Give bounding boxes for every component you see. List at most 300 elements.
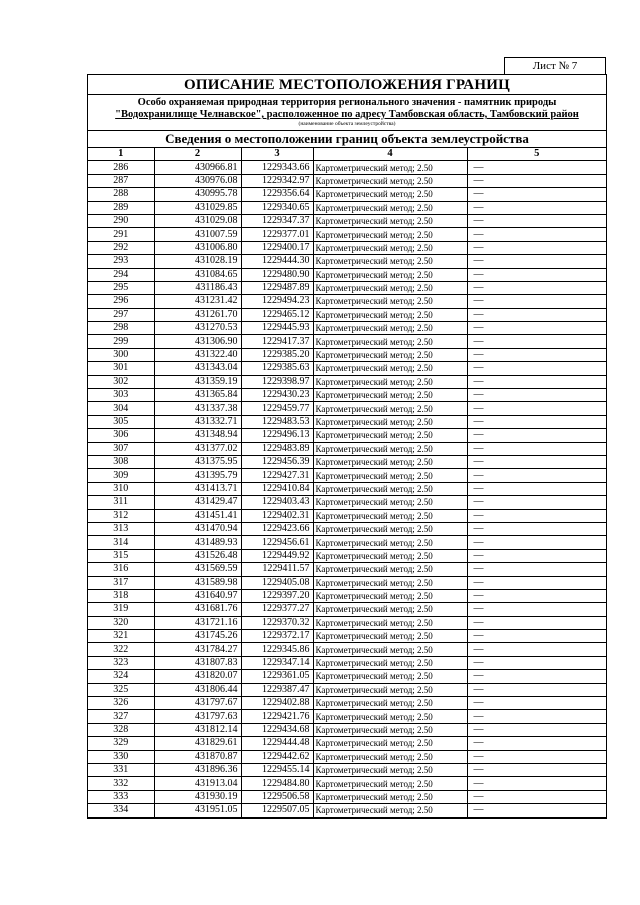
table-row [88, 214, 606, 227]
description-cell: — [467, 214, 606, 227]
method-cell: Картометрический метод; 2.50 [313, 335, 467, 348]
table-row [88, 777, 606, 790]
document-title: ОПИСАНИЕ МЕСТОПОЛОЖЕНИЯ ГРАНИЦ [88, 75, 606, 95]
method-cell: Картометрический метод; 2.50 [313, 455, 467, 468]
x-coordinate-cell: 431896.36 [154, 763, 241, 776]
y-coordinate-cell: 1229398.97 [241, 375, 313, 388]
method-cell: Картометрический метод; 2.50 [313, 228, 467, 241]
description-cell: — [467, 255, 606, 268]
table-row [88, 697, 606, 710]
x-coordinate-cell: 431806.44 [154, 683, 241, 696]
point-number-cell: 296 [88, 295, 154, 308]
description-cell: — [467, 670, 606, 683]
method-cell: Картометрический метод; 2.50 [313, 268, 467, 281]
description-cell: — [467, 603, 606, 616]
point-number-cell: 317 [88, 576, 154, 589]
y-coordinate-cell: 1229397.20 [241, 589, 313, 602]
point-number-cell: 334 [88, 804, 154, 817]
method-cell: Картометрический метод; 2.50 [313, 763, 467, 776]
x-coordinate-cell: 431006.80 [154, 241, 241, 254]
document-header [88, 75, 606, 148]
x-coordinate-cell: 431589.98 [154, 576, 241, 589]
x-coordinate-cell: 431489.93 [154, 536, 241, 549]
table-row [88, 402, 606, 415]
y-coordinate-cell: 1229456.39 [241, 455, 313, 468]
y-coordinate-cell: 1229506.58 [241, 790, 313, 803]
point-number-cell: 289 [88, 201, 154, 214]
x-coordinate-cell: 431365.84 [154, 389, 241, 402]
x-coordinate-cell: 431569.59 [154, 563, 241, 576]
column-header: 3 [241, 148, 313, 161]
point-number-cell: 316 [88, 563, 154, 576]
y-coordinate-cell: 1229370.32 [241, 616, 313, 629]
description-cell: — [467, 161, 606, 174]
method-cell: Картометрический метод; 2.50 [313, 188, 467, 201]
y-coordinate-cell: 1229449.92 [241, 549, 313, 562]
table-row [88, 241, 606, 254]
table-row [88, 643, 606, 656]
y-coordinate-cell: 1229496.13 [241, 429, 313, 442]
section-title: Сведения о местоположении границ объекта землеустройства [88, 130, 606, 148]
description-cell: — [467, 643, 606, 656]
description-cell: — [467, 589, 606, 602]
point-number-cell: 314 [88, 536, 154, 549]
table-row [88, 442, 606, 455]
x-coordinate-cell: 431359.19 [154, 375, 241, 388]
x-coordinate-cell: 431413.71 [154, 482, 241, 495]
method-cell: Картометрический метод; 2.50 [313, 241, 467, 254]
method-cell: Картометрический метод; 2.50 [313, 656, 467, 669]
table-row [88, 750, 606, 763]
x-coordinate-cell: 431028.19 [154, 255, 241, 268]
point-number-cell: 319 [88, 603, 154, 616]
description-cell: — [467, 469, 606, 482]
y-coordinate-cell: 1229456.61 [241, 536, 313, 549]
point-number-cell: 298 [88, 322, 154, 335]
column-header: 2 [154, 148, 241, 161]
method-cell: Картометрический метод; 2.50 [313, 576, 467, 589]
description-cell: — [467, 522, 606, 535]
method-cell: Картометрический метод; 2.50 [313, 777, 467, 790]
description-cell: — [467, 415, 606, 428]
x-coordinate-cell: 431784.27 [154, 643, 241, 656]
y-coordinate-cell: 1229427.31 [241, 469, 313, 482]
method-cell: Картометрический метод; 2.50 [313, 683, 467, 696]
x-coordinate-cell: 431377.02 [154, 442, 241, 455]
description-cell: — [467, 402, 606, 415]
point-number-cell: 309 [88, 469, 154, 482]
table-body [88, 161, 606, 817]
description-cell: — [467, 455, 606, 468]
method-cell: Картометрический метод; 2.50 [313, 348, 467, 361]
y-coordinate-cell: 1229455.14 [241, 763, 313, 776]
x-coordinate-cell: 431526.48 [154, 549, 241, 562]
x-coordinate-cell: 431807.83 [154, 656, 241, 669]
method-cell: Картометрический метод; 2.50 [313, 616, 467, 629]
y-coordinate-cell: 1229385.63 [241, 362, 313, 375]
table-row [88, 348, 606, 361]
table-row [88, 308, 606, 321]
x-coordinate-cell: 431797.63 [154, 710, 241, 723]
point-number-cell: 324 [88, 670, 154, 683]
column-header: 4 [313, 148, 467, 161]
point-number-cell: 318 [88, 589, 154, 602]
description-cell: — [467, 763, 606, 776]
table-row [88, 589, 606, 602]
method-cell: Картометрический метод; 2.50 [313, 737, 467, 750]
y-coordinate-cell: 1229377.01 [241, 228, 313, 241]
table-row [88, 174, 606, 187]
point-number-cell: 288 [88, 188, 154, 201]
description-cell: — [467, 241, 606, 254]
description-cell: — [467, 536, 606, 549]
method-cell: Картометрический метод; 2.50 [313, 362, 467, 375]
table-row [88, 522, 606, 535]
x-coordinate-cell: 431270.53 [154, 322, 241, 335]
table-row [88, 670, 606, 683]
method-cell: Картометрический метод; 2.50 [313, 603, 467, 616]
x-coordinate-cell: 431007.59 [154, 228, 241, 241]
method-cell: Картометрический метод; 2.50 [313, 790, 467, 803]
method-cell: Картометрический метод; 2.50 [313, 643, 467, 656]
method-cell: Картометрический метод; 2.50 [313, 214, 467, 227]
point-number-cell: 295 [88, 281, 154, 294]
y-coordinate-cell: 1229423.66 [241, 522, 313, 535]
x-coordinate-cell: 431322.40 [154, 348, 241, 361]
point-number-cell: 321 [88, 630, 154, 643]
y-coordinate-cell: 1229377.27 [241, 603, 313, 616]
y-coordinate-cell: 1229459.77 [241, 402, 313, 415]
description-cell: — [467, 750, 606, 763]
x-coordinate-cell: 431640.97 [154, 589, 241, 602]
x-coordinate-cell: 431306.90 [154, 335, 241, 348]
point-number-cell: 312 [88, 509, 154, 522]
description-cell: — [467, 576, 606, 589]
method-cell: Картометрический метод; 2.50 [313, 804, 467, 817]
method-cell: Картометрический метод; 2.50 [313, 496, 467, 509]
description-cell: — [467, 737, 606, 750]
description-cell: — [467, 616, 606, 629]
table-row [88, 804, 606, 817]
description-cell: — [467, 710, 606, 723]
x-coordinate-cell: 431721.16 [154, 616, 241, 629]
x-coordinate-cell: 431029.85 [154, 201, 241, 214]
table-row [88, 603, 606, 616]
point-number-cell: 311 [88, 496, 154, 509]
point-number-cell: 306 [88, 429, 154, 442]
y-coordinate-cell: 1229442.62 [241, 750, 313, 763]
table-row [88, 683, 606, 696]
method-cell: Картометрический метод; 2.50 [313, 295, 467, 308]
description-cell: — [467, 804, 606, 817]
description-cell: — [467, 295, 606, 308]
table-row [88, 335, 606, 348]
x-coordinate-cell: 431337.38 [154, 402, 241, 415]
point-number-cell: 303 [88, 389, 154, 402]
x-coordinate-cell: 431395.79 [154, 469, 241, 482]
method-cell: Картометрический метод; 2.50 [313, 630, 467, 643]
table-row [88, 509, 606, 522]
method-cell: Картометрический метод; 2.50 [313, 174, 467, 187]
method-cell: Картометрический метод; 2.50 [313, 670, 467, 683]
table-row [88, 201, 606, 214]
y-coordinate-cell: 1229483.53 [241, 415, 313, 428]
x-coordinate-cell: 431745.26 [154, 630, 241, 643]
table-row [88, 563, 606, 576]
y-coordinate-cell: 1229465.12 [241, 308, 313, 321]
method-cell: Картометрический метод; 2.50 [313, 442, 467, 455]
x-coordinate-cell: 431820.07 [154, 670, 241, 683]
y-coordinate-cell: 1229484.80 [241, 777, 313, 790]
y-coordinate-cell: 1229343.66 [241, 161, 313, 174]
point-number-cell: 332 [88, 777, 154, 790]
x-coordinate-cell: 431029.08 [154, 214, 241, 227]
table-row [88, 616, 606, 629]
x-coordinate-cell: 431231.42 [154, 295, 241, 308]
method-cell: Картометрический метод; 2.50 [313, 589, 467, 602]
x-coordinate-cell: 431470.94 [154, 522, 241, 535]
method-cell: Картометрический метод; 2.50 [313, 429, 467, 442]
y-coordinate-cell: 1229387.47 [241, 683, 313, 696]
x-coordinate-cell: 430976.08 [154, 174, 241, 187]
table-row [88, 375, 606, 388]
point-number-cell: 308 [88, 455, 154, 468]
description-cell: — [467, 429, 606, 442]
description-cell: — [467, 509, 606, 522]
object-caption: (наименование объекта землеустройства) [298, 121, 396, 127]
column-header: 5 [467, 148, 606, 161]
description-cell: — [467, 389, 606, 402]
description-cell: — [467, 549, 606, 562]
table-row [88, 710, 606, 723]
y-coordinate-cell: 1229347.37 [241, 214, 313, 227]
y-coordinate-cell: 1229345.86 [241, 643, 313, 656]
x-coordinate-cell: 431930.19 [154, 790, 241, 803]
method-cell: Картометрический метод; 2.50 [313, 522, 467, 535]
method-cell: Картометрический метод; 2.50 [313, 161, 467, 174]
description-cell: — [467, 308, 606, 321]
object-name-line: "Водохранилище Челнавское", расположенное по адресу Тамбовская область, Тамбовский район [115, 109, 579, 120]
method-cell: Картометрический метод; 2.50 [313, 723, 467, 736]
description-cell: — [467, 375, 606, 388]
x-coordinate-cell: 431343.04 [154, 362, 241, 375]
description-cell: — [467, 777, 606, 790]
y-coordinate-cell: 1229402.31 [241, 509, 313, 522]
method-cell: Картометрический метод; 2.50 [313, 281, 467, 294]
method-cell: Картометрический метод; 2.50 [313, 536, 467, 549]
table-row [88, 228, 606, 241]
description-cell: — [467, 188, 606, 201]
point-number-cell: 310 [88, 482, 154, 495]
point-number-cell: 326 [88, 697, 154, 710]
y-coordinate-cell: 1229402.88 [241, 697, 313, 710]
method-cell: Картометрический метод; 2.50 [313, 255, 467, 268]
point-number-cell: 293 [88, 255, 154, 268]
description-cell: — [467, 201, 606, 214]
method-cell: Картометрический метод; 2.50 [313, 563, 467, 576]
y-coordinate-cell: 1229421.76 [241, 710, 313, 723]
object-type-line: Особо охраняемая природная территория регионального значения - памятник природы [137, 97, 557, 108]
point-number-cell: 286 [88, 161, 154, 174]
y-coordinate-cell: 1229483.89 [241, 442, 313, 455]
method-cell: Картометрический метод; 2.50 [313, 389, 467, 402]
point-number-cell: 315 [88, 549, 154, 562]
point-number-cell: 307 [88, 442, 154, 455]
x-coordinate-cell: 431870.87 [154, 750, 241, 763]
x-coordinate-cell: 431375.95 [154, 455, 241, 468]
y-coordinate-cell: 1229434.68 [241, 723, 313, 736]
description-cell: — [467, 335, 606, 348]
point-number-cell: 331 [88, 763, 154, 776]
y-coordinate-cell: 1229405.08 [241, 576, 313, 589]
x-coordinate-cell: 431186.43 [154, 281, 241, 294]
point-number-cell: 329 [88, 737, 154, 750]
point-number-cell: 320 [88, 616, 154, 629]
table-row [88, 255, 606, 268]
table-row [88, 549, 606, 562]
point-number-cell: 305 [88, 415, 154, 428]
x-coordinate-cell: 430966.81 [154, 161, 241, 174]
description-cell: — [467, 563, 606, 576]
x-coordinate-cell: 431913.04 [154, 777, 241, 790]
method-cell: Картометрический метод; 2.50 [313, 375, 467, 388]
description-cell: — [467, 656, 606, 669]
method-cell: Картометрический метод; 2.50 [313, 402, 467, 415]
point-number-cell: 323 [88, 656, 154, 669]
x-coordinate-cell: 431348.94 [154, 429, 241, 442]
description-cell: — [467, 496, 606, 509]
x-coordinate-cell: 431829.61 [154, 737, 241, 750]
description-cell: — [467, 268, 606, 281]
y-coordinate-cell: 1229347.14 [241, 656, 313, 669]
y-coordinate-cell: 1229417.37 [241, 335, 313, 348]
point-number-cell: 292 [88, 241, 154, 254]
point-number-cell: 304 [88, 402, 154, 415]
description-cell: — [467, 442, 606, 455]
description-cell: — [467, 630, 606, 643]
table-row [88, 281, 606, 294]
table-row [88, 188, 606, 201]
y-coordinate-cell: 1229494.23 [241, 295, 313, 308]
y-coordinate-cell: 1229444.30 [241, 255, 313, 268]
y-coordinate-cell: 1229480.90 [241, 268, 313, 281]
method-cell: Картометрический метод; 2.50 [313, 201, 467, 214]
y-coordinate-cell: 1229403.43 [241, 496, 313, 509]
method-cell: Картометрический метод; 2.50 [313, 415, 467, 428]
y-coordinate-cell: 1229400.17 [241, 241, 313, 254]
table-row [88, 482, 606, 495]
description-cell: — [467, 790, 606, 803]
description-cell: — [467, 281, 606, 294]
method-cell: Картометрический метод; 2.50 [313, 710, 467, 723]
y-coordinate-cell: 1229445.93 [241, 322, 313, 335]
y-coordinate-cell: 1229430.23 [241, 389, 313, 402]
description-cell: — [467, 322, 606, 335]
table-row [88, 576, 606, 589]
table-row [88, 455, 606, 468]
description-cell: — [467, 174, 606, 187]
coordinates-table [88, 148, 606, 818]
table-row [88, 790, 606, 803]
x-coordinate-cell: 431261.70 [154, 308, 241, 321]
point-number-cell: 290 [88, 214, 154, 227]
method-cell: Картометрический метод; 2.50 [313, 750, 467, 763]
method-cell: Картометрический метод; 2.50 [313, 469, 467, 482]
y-coordinate-cell: 1229356.64 [241, 188, 313, 201]
description-cell: — [467, 362, 606, 375]
y-coordinate-cell: 1229411.57 [241, 563, 313, 576]
point-number-cell: 328 [88, 723, 154, 736]
description-cell: — [467, 683, 606, 696]
table-row [88, 415, 606, 428]
point-number-cell: 330 [88, 750, 154, 763]
table-row [88, 322, 606, 335]
x-coordinate-cell: 431332.71 [154, 415, 241, 428]
sheet-number: Лист № 7 [504, 57, 606, 75]
table-row [88, 763, 606, 776]
point-number-cell: 300 [88, 348, 154, 361]
point-number-cell: 299 [88, 335, 154, 348]
table-row [88, 536, 606, 549]
table-row [88, 268, 606, 281]
method-cell: Картометрический метод; 2.50 [313, 697, 467, 710]
table-row [88, 656, 606, 669]
y-coordinate-cell: 1229507.05 [241, 804, 313, 817]
point-number-cell: 297 [88, 308, 154, 321]
document-frame [87, 74, 607, 819]
x-coordinate-cell: 431084.65 [154, 268, 241, 281]
table-header-row [88, 148, 606, 161]
point-number-cell: 327 [88, 710, 154, 723]
point-number-cell: 301 [88, 362, 154, 375]
description-cell: — [467, 697, 606, 710]
point-number-cell: 325 [88, 683, 154, 696]
x-coordinate-cell: 431429.47 [154, 496, 241, 509]
description-cell: — [467, 348, 606, 361]
point-number-cell: 313 [88, 522, 154, 535]
table-row [88, 362, 606, 375]
method-cell: Картометрический метод; 2.50 [313, 322, 467, 335]
y-coordinate-cell: 1229340.65 [241, 201, 313, 214]
table-row [88, 295, 606, 308]
point-number-cell: 333 [88, 790, 154, 803]
method-cell: Картометрический метод; 2.50 [313, 549, 467, 562]
table-row [88, 389, 606, 402]
x-coordinate-cell: 431451.41 [154, 509, 241, 522]
point-number-cell: 287 [88, 174, 154, 187]
point-number-cell: 302 [88, 375, 154, 388]
y-coordinate-cell: 1229385.20 [241, 348, 313, 361]
description-cell: — [467, 482, 606, 495]
description-cell: — [467, 228, 606, 241]
column-header: 1 [88, 148, 154, 161]
y-coordinate-cell: 1229487.89 [241, 281, 313, 294]
point-number-cell: 322 [88, 643, 154, 656]
table-row [88, 496, 606, 509]
table-row [88, 161, 606, 174]
y-coordinate-cell: 1229444.48 [241, 737, 313, 750]
y-coordinate-cell: 1229342.97 [241, 174, 313, 187]
x-coordinate-cell: 431797.67 [154, 697, 241, 710]
method-cell: Картометрический метод; 2.50 [313, 308, 467, 321]
y-coordinate-cell: 1229372.17 [241, 630, 313, 643]
table-row [88, 429, 606, 442]
point-number-cell: 291 [88, 228, 154, 241]
table-row [88, 630, 606, 643]
table-row [88, 723, 606, 736]
x-coordinate-cell: 431812.14 [154, 723, 241, 736]
point-number-cell: 294 [88, 268, 154, 281]
